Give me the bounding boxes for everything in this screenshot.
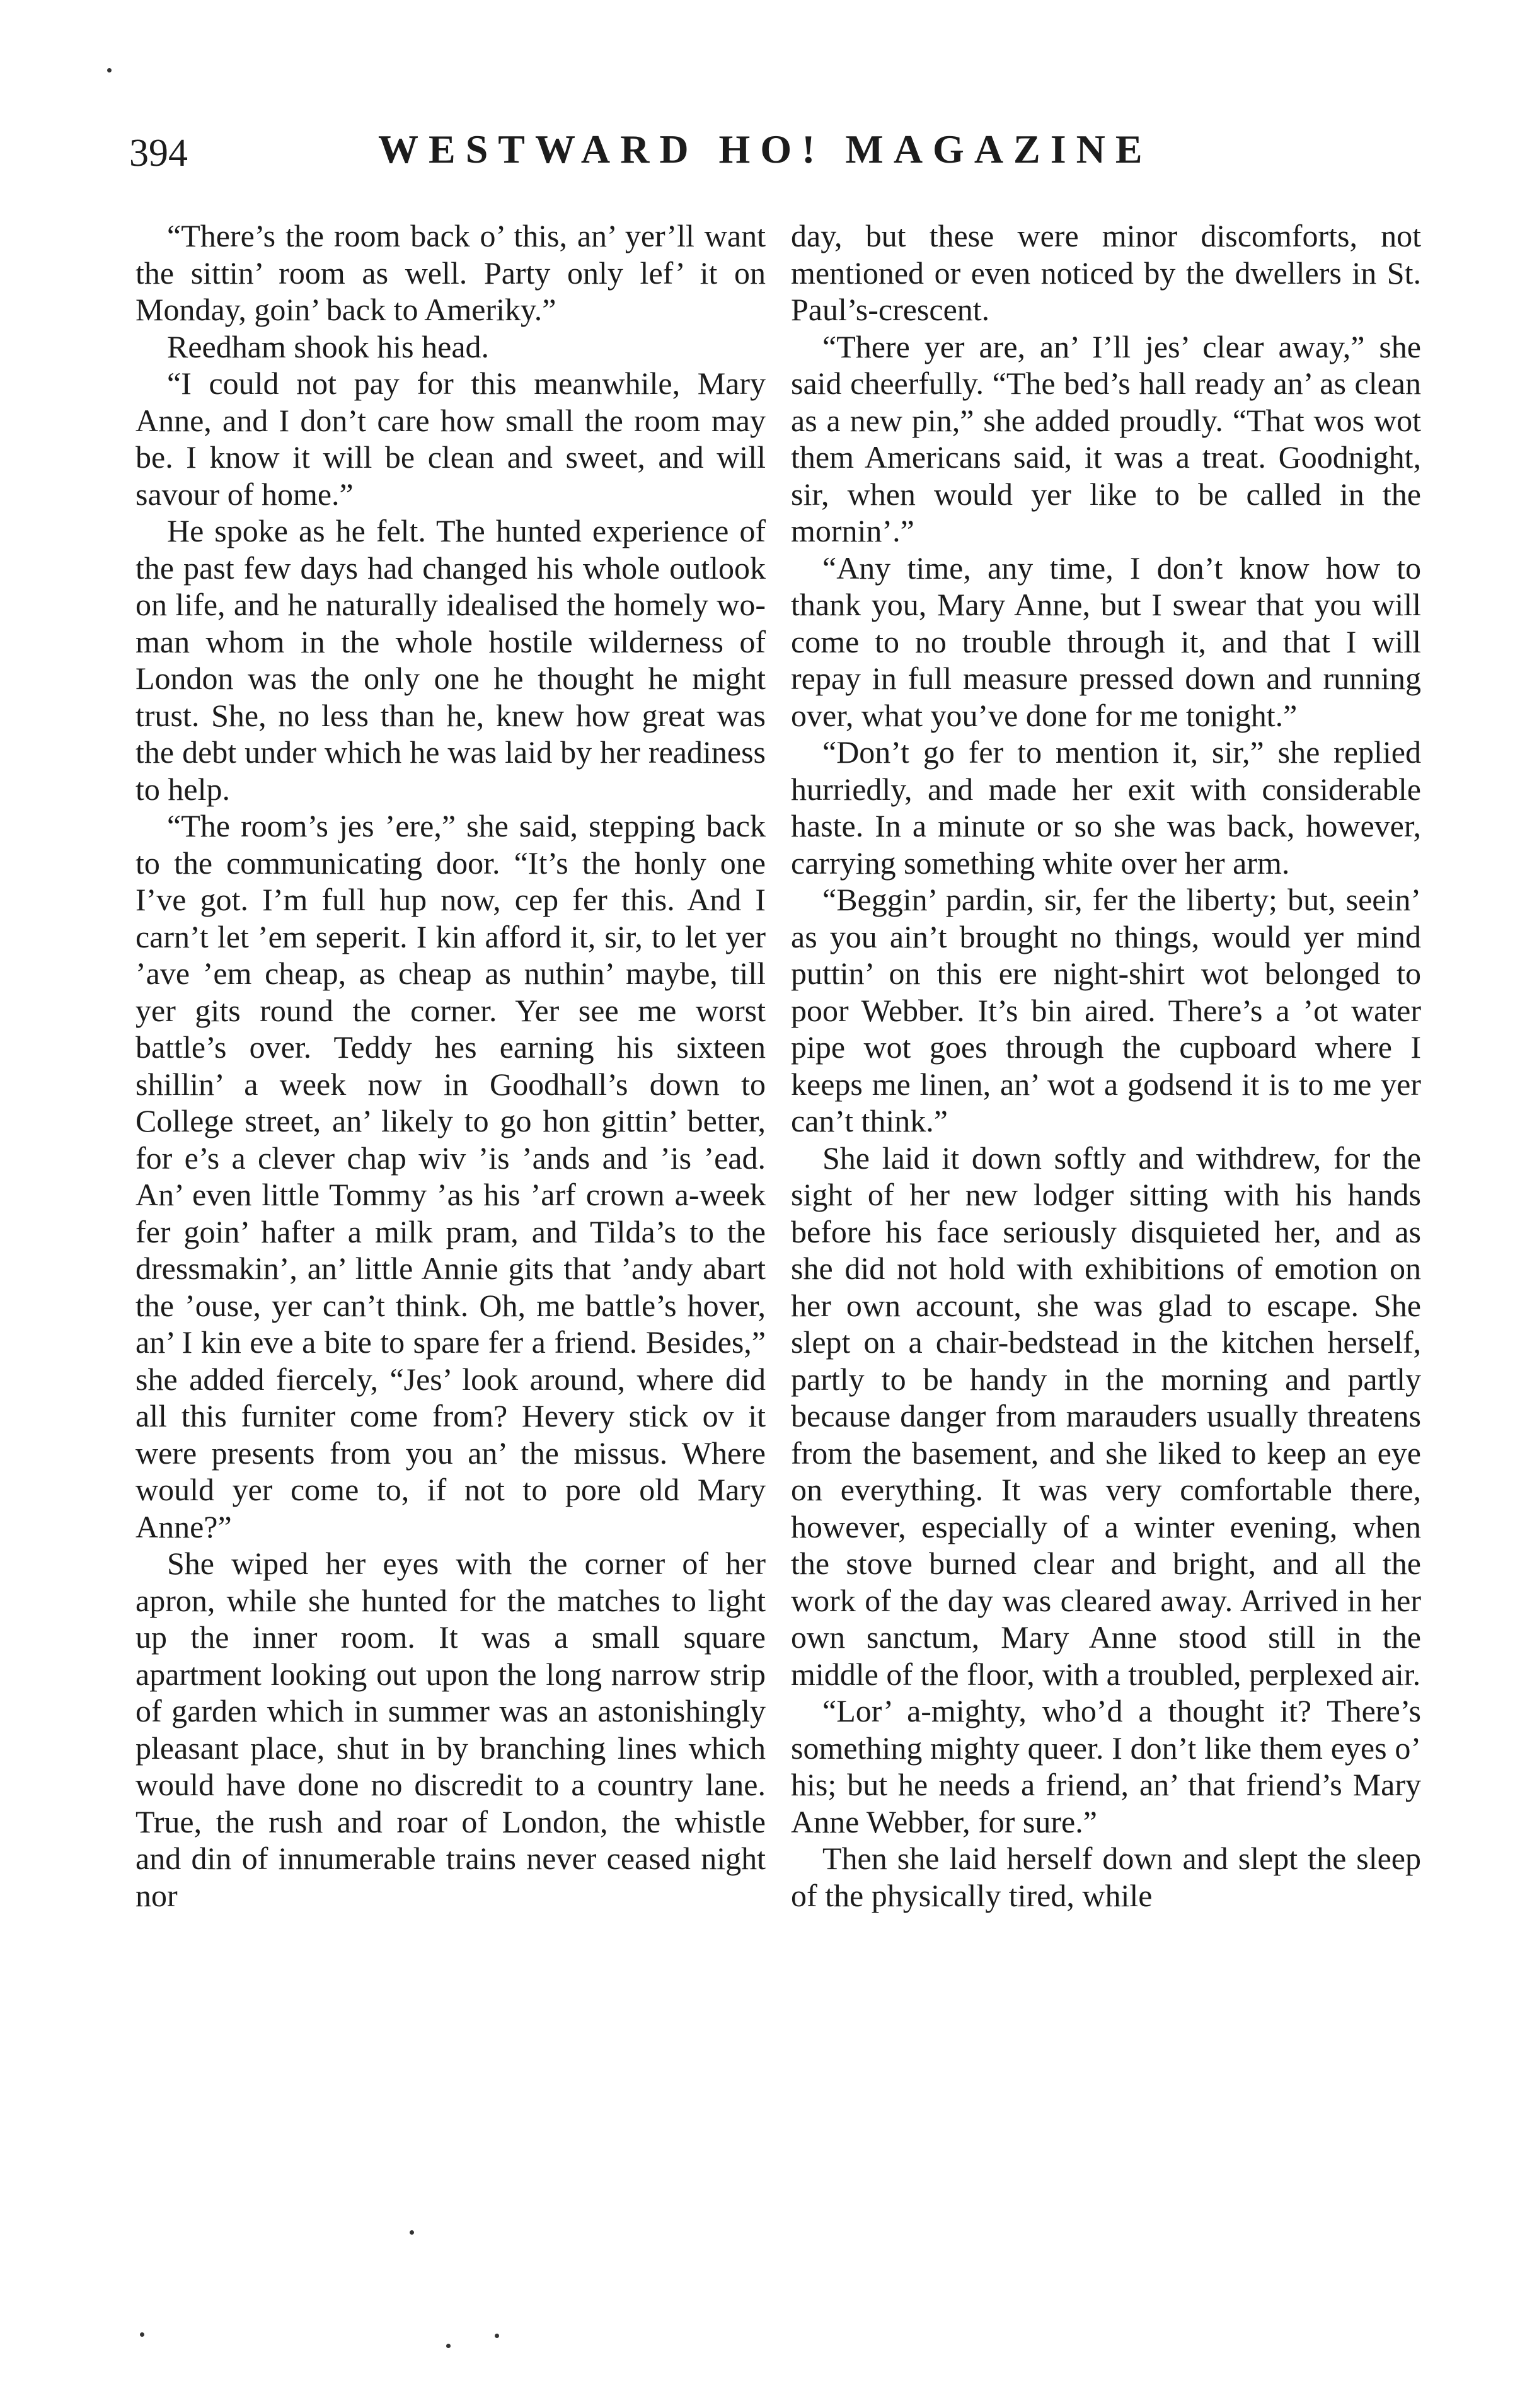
- paragraph: “I could not pay for this meanwhile, Mary Anne, and I don’t care how small the room may be. I know it will be clean and sweet, and will savour of home.”: [135, 366, 766, 512]
- paragraph: “The room’s jes ’ere,” she said, stepping back to the communicating door. “It’s the honly one I’ve got. I’m full hup now, cep fer this. And I carn’t let ’em seperit. I kin afford it, sir, to let yer ’ave ’em cheap, as cheap as nuthin’ maybe, till yer gits round the corner. Yer see me worst battle’s over. Teddy hes earning his sixteen shillin’ a week now in Goodhall’s down to College street, an’ likely to go hon gittin’ better, for e’s a clever chap wiv ’is ’ands and ’is ’ead. An’ even little Tommy ’as his ’arf crown a-week fer goin’ hafter a milk pram, and Tilda’s to the dressmakin’, an’ little Annie gits that ’andy abart the ’ouse, yer can’t think. Oh, me battle’s hover, an’ I kin eve a bite to spare fer a friend. Besides,” she added fiercely, “Jes’ look around, where did all this furniter come from? Hevery stick ov it were presents from you an’ the missus. Where would yer come to, if not to pore old Mary Anne?”: [135, 808, 766, 1544]
- paragraph: “Don’t go fer to mention it, sir,” she replied hurriedly, and made her exit with considerable haste. In a minute or so she was back, however, carrying something white over her arm.: [791, 734, 1421, 881]
- paragraph: Reedham shook his head.: [167, 328, 490, 364]
- page-number: 394: [129, 132, 188, 175]
- print-speck: [495, 2334, 499, 2338]
- left-column: [135, 217, 766, 1914]
- paragraph: “Beggin’ pardin, sir, fer the liberty; but, seein’ as you ain’t brought no things, would yer mind puttin’ on this ere night-shirt wot belonged to poor Webber. It’s bin aired. There’s a ’ot water pipe wot goes through the cupboard where I keeps me linen, an’ wot a godsend it is to me yer can’t think.”: [791, 882, 1421, 1138]
- paragraph: He spoke as he felt. The hunted experience of the past few days had changed his whole outlook on life, and he naturally idealised the homely woman whom in the whole hostile wilderness of London was the only one he thought he might trust. She, no less than he, knew how great was the debt under which he was laid by her readiness to help.: [135, 513, 766, 807]
- paragraph: She wiped her eyes with the corner of her apron, while she hunted for the matches to light up the inner room. It was a small square apartment looking out upon the long narrow strip of garden which in summer was an astonishingly pleasant place, shut in by branching lines which would have done no discredit to a country lane. True, the rush and roar of London, the whistle and din of innumerable trains never ceased night nor: [135, 1546, 766, 1913]
- right-column: [791, 217, 1421, 1914]
- paragraph: “There yer are, an’ I’ll jes’ clear away,” she said cheerfully. “The bed’s hall ready an’ as clean as a new pin,” she added proudly. “That wos wot them Americans said, it was a treat. Goodnight, sir, when would yer like to be called in the mornin’.”: [791, 328, 1421, 548]
- paragraph: “Lor’ a-mighty, who’d a thought it? There’s something mighty queer. I don’t like them eyes o’ his; but he needs a friend, an’ that friend’s Mary Anne Webber, for sure.”: [791, 1693, 1421, 1839]
- paragraph: She laid it down softly and withdrew, for the sight of her new lodger sitting with his hands before his face seriously disquieted her, and as she did not hold with exhibitions of emotion on her own account, she was glad to escape. She slept on a chair-bedstead in the kitchen herself, partly to be handy in the morning and partly because danger from marauders usually threatens from the basement, and she liked to keep an eye on everything. It was very comfortable there, however, especially of a winter evening, when the stove burned clear and bright, and all the work of the day was cleared away. Arrived in her own sanctum, Mary Anne stood still in the middle of the floor, with a troubled, perplexed air.: [791, 1140, 1421, 1692]
- print-speck: [140, 2332, 144, 2337]
- print-speck: [410, 2230, 414, 2235]
- paragraph: “Any time, any time, I don’t know how to thank you, Mary Anne, but I swear that you will come to no trouble through it, and that I will repay in full measure pressed down and running over, what you’ve done for me tonight.”: [791, 550, 1421, 733]
- running-title: WESTWARD HO! MAGAZINE: [378, 127, 1153, 171]
- print-speck: [446, 2344, 451, 2348]
- paragraph: Then she laid herself down and slept the sleep of the physically tired, while: [791, 1841, 1421, 1913]
- paragraph: “There’s the room back o’ this, an’ yer’ll want the sittin’ room as well. Party only lef’ it on Monday, goin’ back to Ameriky.”: [135, 218, 766, 327]
- paragraph-continuation: day, but these were minor discomforts, not mentioned or even noticed by the dwellers in St. Paul’s-crescent.: [791, 218, 1421, 327]
- print-speck: [107, 68, 112, 72]
